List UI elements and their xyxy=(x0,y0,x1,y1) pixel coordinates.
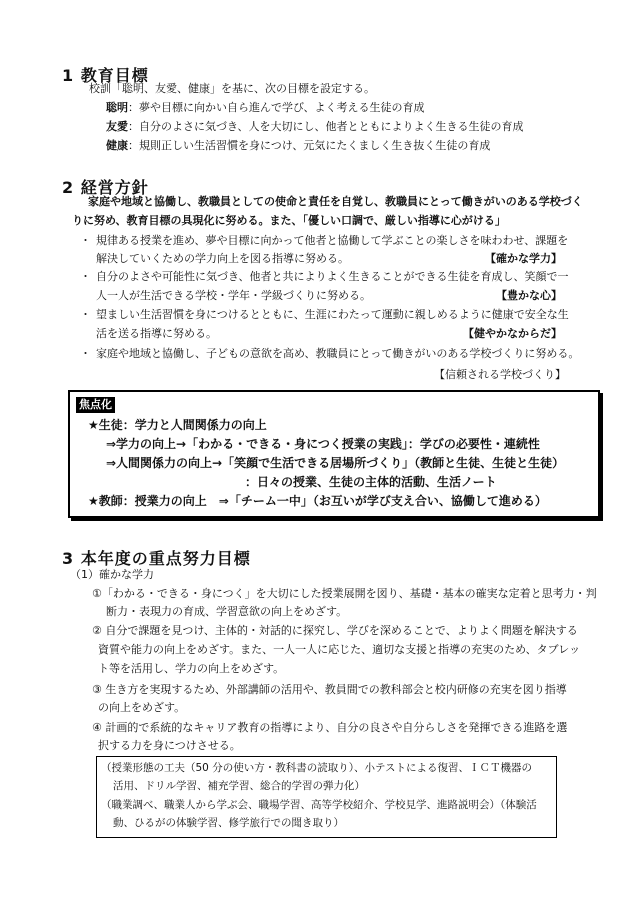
goal-item-line1: ④ 計画的で系統的なキャリア教育の指導により、自分の良さや自分らしさを発揮できる進路を選 xyxy=(92,721,568,734)
goal-text: ：規則正しい生活習慣を身につけ、元気にたくましく生き抜く生徒の育成 xyxy=(128,139,491,152)
note-line: 活用、ドリル学習、補充学習、総合的学習の弾力化） xyxy=(113,780,365,792)
goal-item-line2: 資質や能力の向上をめざす。また、一人一人に応じた、適切な支援と指導の充実のため、タブレッ xyxy=(98,643,581,656)
policy-bullet: ・ xyxy=(80,234,91,247)
section3-heading: 3 本年度の重点努力目標 xyxy=(62,549,251,568)
focus-box xyxy=(68,390,600,518)
focus-label: 焦点化 xyxy=(76,397,115,413)
policy-intro-line2: りに努め、教育目標の具現化に努める。また、「優しい口調で、厳しい指導に心がける」 xyxy=(72,214,506,227)
section1-heading: 1 教育目標 xyxy=(62,66,149,85)
focus-line: ⇒学力の向上→「わかる・できる・身につく授業の実践」：学びの必要性・連続性 xyxy=(106,437,540,451)
note-box xyxy=(96,756,557,838)
goal-item-line1: ③ 生き方を実現するため、外部講師の活用や、教員間での教科部会と校内研修の充実を図り指導 xyxy=(92,683,567,696)
goal-item-line3: ト等を活用し、学力の向上をめざす。 xyxy=(98,662,285,675)
focus-line: ⇒人間関係力の向上→「笑顔で生活できる居場所づくり」（教師と生徒、生徒と生徒） xyxy=(106,456,565,470)
school-motto: 校訓「聡明、友愛、健康」を基に、次の目標を設定する。 xyxy=(89,82,375,95)
note-line: 動、ひるがの体験学習、修学旅行での聞き取り） xyxy=(113,817,344,829)
policy-item-line2: 活を送る指導に努める。 xyxy=(96,327,217,340)
goal-item-line2: の向上をめざす。 xyxy=(98,701,186,714)
goal-term: 健康 xyxy=(106,139,128,152)
policy-tag: 【豊かな心】 xyxy=(496,289,562,302)
focus-line: ★教師：授業力の向上 ⇒「チーム一中」（お互いが学び支え合い、協働して進める） xyxy=(88,494,547,508)
policy-bullet: ・ xyxy=(80,270,91,283)
policy-item-line1: 家庭や地域と協働し、子どもの意欲を高め、教職員にとって働きがいのある学校づくりに努める。 xyxy=(96,347,580,360)
goal-term: 聡明 xyxy=(106,101,128,114)
focus-line: ★生徒：学力と人間関係力の向上 xyxy=(88,418,267,432)
policy-item-line1: 望ましい生活習慣を身につけるとともに、生涯にわたって運動に親しめるように健康で安全な生 xyxy=(96,308,569,321)
goal-row xyxy=(106,118,524,135)
policy-tag: 【信頼される学校づくり】 xyxy=(434,368,566,381)
section3-subheading: （1）確かな学力 xyxy=(70,568,154,581)
policy-item-line1: 自分のよさや可能性に気づき、他者と共によりよく生きることができる生徒を育成し、笑顔で一 xyxy=(96,270,569,283)
note-line: （職業調べ、職業人から学ぶ会、職場学習、高等学校紹介、学校見学、進路説明会）（体験活 xyxy=(101,799,537,811)
policy-item-line2: 解決していくための学力向上を図る指導に努める。 xyxy=(96,252,349,265)
policy-item-line2: 人一人が生活できる学校・学年・学級づくりに努める。 xyxy=(96,289,371,302)
goal-text: ：夢や目標に向かい自ら進んで学び、よく考える生徒の育成 xyxy=(128,101,425,114)
policy-bullet: ・ xyxy=(80,308,91,321)
goal-item-line1: ② 自分で課題を見つけ、主体的・対話的に探究し、学びを深めることで、よりよく問題を解決する xyxy=(92,624,578,637)
policy-bullet: ・ xyxy=(80,347,91,360)
note-line: （授業形態の工夫（50 分の使い方・教科書の読取り）、小テストによる復習、ＩＣＴ機器の xyxy=(101,762,533,774)
policy-tag: 【確かな学力】 xyxy=(485,252,562,265)
goal-text: ：自分のよさに気づき、人を大切にし、他者とともによりよく生きる生徒の育成 xyxy=(128,120,524,133)
goal-item-line2: 択する力を身につけさせる。 xyxy=(98,739,241,752)
goal-row xyxy=(106,99,425,116)
focus-line: ：日々の授業、生徒の主体的活動、生活ノート xyxy=(245,475,497,489)
policy-intro-line1: 家庭や地域と協働し、教職員としての使命と責任を自覚し、教職員にとって働きがいのある学校づく xyxy=(88,195,583,208)
policy-item-line1: 規律ある授業を進め、夢や目標に向かって他者と協働して学ぶことの楽しさを味わわせ、課題を xyxy=(96,234,569,247)
section2-heading: 2 経営方針 xyxy=(62,178,149,197)
goal-row xyxy=(106,137,490,154)
goal-item-line2: 断力・表現力の育成、学習意欲の向上をめざす。 xyxy=(106,605,348,618)
policy-tag: 【健やかなからだ】 xyxy=(463,327,562,340)
goal-item-line1: ①「わかる・できる・身につく」を大切にした授業展開を図り、基礎・基本の確実な定着と思考力・判 xyxy=(92,587,597,600)
goal-term: 友愛 xyxy=(106,120,128,133)
